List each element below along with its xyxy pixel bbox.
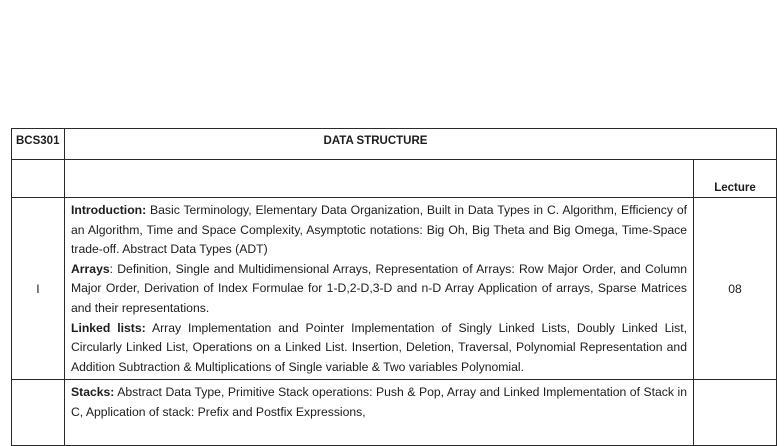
topic-heading: Introduction: [71, 203, 147, 217]
subheader-row [12, 160, 777, 198]
unit-row [12, 198, 777, 380]
unit-row [12, 380, 777, 446]
unit-content [65, 380, 694, 446]
topic-text: : Definition, Single and Multidimensional Arrays, Representation of Arrays: Row Major Order, and Column Major Order, Derivation of Index Formulae for 1-D,2-D,3-D and n-D Array Application of arrays, Sparse Matrices and their representations. [71, 261, 687, 315]
topic-paragraph [71, 319, 687, 378]
header-row [12, 129, 777, 160]
topic-paragraph [71, 383, 687, 422]
unit-number [12, 380, 65, 446]
course-code: BCS301 [12, 129, 65, 160]
syllabus-table [11, 128, 777, 446]
lecture-header: Lecture [694, 160, 777, 198]
topic-text: Basic Terminology, Elementary Data Organization, Built in Data Types in C. Algorithm, Efficiency of an Algorithm, Time and Space Complexity, Asymptotic notations: Big Oh, Big Theta and Big Omega, Time-Space trade-off. Abstract Data Types (ADT) [71, 203, 687, 257]
course-title: DATA STRUCTURE [65, 129, 777, 160]
topics-header-cell [65, 160, 694, 198]
topic-text: Array Implementation and Pointer Implementation of Singly Linked Lists, Doubly Linked List, Circularly Linked List, Operations on a Linked List. Insertion, Deletion, Traversal, Polynomial Representation and Addition Subtraction & Multiplications of Single variable & Two variables Polynomial. [71, 320, 687, 374]
topic-heading: Linked lists: [71, 320, 146, 335]
lecture-count [694, 380, 777, 446]
topic-heading: Stacks: [71, 385, 115, 400]
lecture-count: 08 [694, 198, 777, 380]
topic-paragraph [71, 201, 687, 260]
unit-content [65, 198, 694, 380]
topic-heading: Arrays [71, 261, 110, 276]
unit-number: I [12, 198, 65, 380]
topic-text: Abstract Data Type, Primitive Stack operations: Push & Pop, Array and Linked Implementation of Stack in C, Application of stack: Prefix and Postfix Expressions, [71, 385, 687, 419]
topic-paragraph [71, 260, 687, 319]
unit-header-cell [12, 160, 65, 198]
